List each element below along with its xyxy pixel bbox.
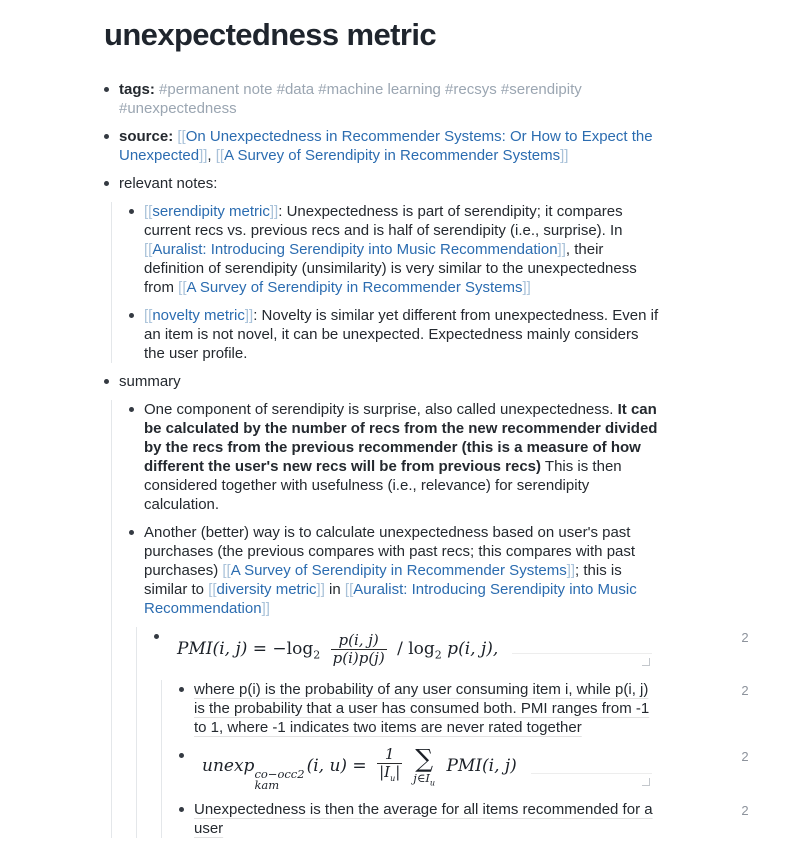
child-nodes: [161, 680, 749, 838]
outline-node-unexpectedness-average: [179, 800, 749, 838]
wiki-link[interactable]: A Survey of Serendipity in Recommender Systems: [186, 279, 523, 296]
note-text[interactable]: [119, 372, 660, 391]
denominator: [377, 763, 402, 787]
math-formula[interactable]: [169, 632, 498, 667]
equation-tail: [498, 627, 660, 671]
wiki-link[interactable]: Auralist: Introducing Serendipity into Music Recommendation: [152, 241, 558, 258]
tail-line: [512, 653, 652, 654]
outline-node-source: [104, 127, 660, 165]
link-bracket: [[: [222, 562, 231, 579]
note-text[interactable]: [119, 174, 660, 193]
note-text[interactable]: [144, 400, 660, 514]
bullet[interactable]: [129, 306, 144, 363]
link-bracket: [[: [215, 147, 225, 164]
reference-count[interactable]: 2: [741, 683, 749, 698]
corner-mark-icon: [642, 778, 650, 786]
equation-tail: [517, 746, 660, 791]
math-formula[interactable]: [194, 746, 517, 791]
denominator: [331, 649, 387, 667]
child-nodes: [111, 202, 660, 363]
link-bracket: ]]: [557, 241, 566, 258]
link-bracket: ]]: [522, 279, 531, 296]
link-bracket: [[: [177, 128, 186, 145]
bold-text: tags:: [119, 81, 160, 98]
body-text: One component of serendipity is surprise, also called unexpectedness.: [144, 401, 618, 418]
outline-node-tags: [104, 80, 660, 118]
log-operator: log: [408, 638, 435, 659]
note-text[interactable]: [144, 202, 660, 297]
wiki-link[interactable]: novelty metric: [152, 307, 245, 324]
bullet[interactable]: [129, 523, 144, 618]
outline-row: [129, 400, 660, 514]
math-block[interactable]: [194, 746, 660, 791]
body-text: ,: [207, 147, 216, 164]
outline-row: [179, 680, 749, 737]
log-base: 2: [313, 647, 321, 661]
link-bracket: ]]: [261, 600, 270, 617]
outline-row: [179, 744, 749, 793]
bullet[interactable]: [104, 127, 119, 165]
math-rhs: PMI(i, j): [441, 756, 517, 777]
outline-row: [104, 80, 660, 118]
outline-row: [104, 127, 660, 165]
fraction: [377, 746, 402, 787]
body-text: summary: [119, 373, 181, 390]
child-nodes: [111, 400, 749, 838]
body-text: relevant notes:: [119, 175, 218, 192]
outline-row: [129, 306, 660, 363]
sum-index: [413, 773, 435, 787]
superscript: co−occ2: [254, 767, 305, 782]
math-args: (i, u) =: [306, 756, 373, 777]
bullet[interactable]: [104, 372, 119, 391]
body-text: Unexpectedness is then the average for all items recommended for a user: [194, 801, 653, 838]
bullet[interactable]: [179, 800, 194, 838]
den-pre: |I: [379, 763, 391, 782]
note-text[interactable]: [194, 680, 660, 737]
bullet[interactable]: [179, 746, 194, 791]
bullet[interactable]: [154, 627, 169, 671]
body-text: , their definition of serendipity (unsimilarity) is very similar to the unexpectedness from: [144, 241, 637, 296]
outline-row: [129, 202, 660, 297]
outline-node-pmi-explanation: [179, 680, 749, 737]
wiki-link[interactable]: On Unexpectedness in Recommender Systems: Or How to Expect the Unexpected: [119, 128, 653, 164]
bold-text: It can be calculated by the number of recs from the new recommender divided by the recs from the previous recommender (this is a measure of how different the user's new recs will be from previous recs): [144, 401, 658, 475]
child-nodes: [136, 627, 749, 838]
wiki-link[interactable]: A Survey of Serendipity in Recommender Systems: [224, 147, 561, 164]
outline-row: [129, 523, 660, 618]
link-bracket: ]]: [316, 581, 325, 598]
reference-count[interactable]: 2: [741, 749, 749, 764]
outline-node-formula-pmi: [154, 627, 749, 838]
divide-slash: /: [391, 638, 409, 659]
function-name: unexp: [202, 756, 255, 777]
body-text: where p(i) is the probability of any user consuming item i, while p(i, j) is the probability that a user has consumed both. PMI ranges from -1 to 1, where -1 indicates two items are never rated together: [194, 681, 650, 736]
link-bracket: [[: [144, 203, 153, 220]
frac-den: p(i)p(j): [332, 648, 385, 667]
outline-row: [104, 174, 660, 193]
body-text: : Novelty is similar yet different from unexpectedness. Even if an item is not novel, it can be unexpected. Expectedness mainly considers the user profile.: [144, 307, 659, 362]
bullet[interactable]: [179, 680, 194, 737]
link-bracket: [[: [344, 581, 354, 598]
body-text: This is then considered together with usefulness (i.e., relevance) for serendipity calculation.: [144, 458, 622, 513]
corner-mark-icon: [642, 658, 650, 666]
outline-row: [179, 800, 749, 838]
bullet[interactable]: [129, 202, 144, 297]
wiki-link[interactable]: Auralist: Introducing Serendipity into Music Recommendation: [144, 581, 637, 617]
page-title[interactable]: unexpectedness metric: [104, 17, 436, 52]
outline-node-relevant-notes: [104, 174, 660, 363]
reference-count[interactable]: 2: [741, 803, 749, 819]
hashtags[interactable]: #permanent note #data #machine learning #recsys #serendipity #unexpectedness: [119, 81, 582, 117]
frac-num: p(i, j): [338, 630, 379, 649]
link-bracket: [[: [208, 581, 217, 598]
bullet[interactable]: [104, 80, 119, 118]
link-bracket: ]]: [560, 147, 569, 164]
math-block[interactable]: [169, 627, 660, 671]
note-text[interactable]: [119, 80, 660, 118]
fraction: [331, 632, 387, 667]
outline-node-summary-surprise: [129, 400, 660, 514]
log-operator: log: [286, 638, 314, 659]
frac-num: 1: [384, 745, 395, 764]
sup-sub-stack: [254, 769, 304, 791]
outline-node-novelty-note: [129, 306, 660, 363]
sigma-symbol: ∑: [415, 744, 434, 773]
note-text[interactable]: [144, 306, 660, 363]
note-text[interactable]: [144, 523, 660, 618]
numerator: [377, 746, 402, 763]
body-text: ; this is similar to: [144, 562, 622, 598]
link-bracket: [[: [144, 307, 153, 324]
outline-node-summary-better-way: [129, 523, 749, 838]
sum-pre: j∈I: [413, 771, 430, 785]
body-text: in: [324, 581, 345, 598]
note-text[interactable]: [194, 800, 660, 838]
outline-node-formula-unexp: [179, 744, 749, 793]
bold-text: source:: [119, 128, 178, 145]
link-bracket: ]]: [199, 147, 208, 164]
log-base: 2: [434, 647, 442, 661]
wiki-link[interactable]: A Survey of Serendipity in Recommender Systems: [230, 562, 567, 579]
outline: [104, 80, 749, 838]
den-post: |: [395, 763, 401, 782]
outline-row: [154, 627, 749, 671]
numerator: [331, 632, 387, 649]
link-bracket: [[: [144, 241, 153, 258]
link-bracket: ]]: [566, 562, 576, 579]
math-rhs: p(i, j),: [441, 638, 499, 659]
subscript: kam: [254, 778, 280, 793]
outline-row: [104, 372, 660, 391]
den-sub: u: [390, 774, 396, 784]
bullet[interactable]: [129, 400, 144, 514]
link-bracket: [[: [178, 279, 187, 296]
body-text: : Unexpectedness is part of serendipity; it compares current recs vs. previous recs and is half of serendipity (i.e., surprise). In: [144, 203, 623, 239]
outline-node-summary: [104, 372, 749, 838]
bullet[interactable]: [104, 174, 119, 193]
note-text[interactable]: [119, 127, 660, 165]
wiki-link[interactable]: diversity metric: [216, 581, 317, 598]
outline-node-serendipity-note: [129, 202, 660, 297]
tail-line: [531, 773, 652, 774]
math-lhs: PMI(i, j) = −: [177, 638, 287, 659]
reference-count[interactable]: 2: [741, 630, 749, 645]
body-text: Another (better) way is to calculate unexpectedness based on user's past purchases (the previous compares with past recs; this compares with past purchases): [144, 524, 636, 579]
link-bracket: ]]: [269, 203, 279, 220]
wiki-link[interactable]: serendipity metric: [152, 203, 270, 220]
summation: [413, 746, 435, 787]
sum-sub: u: [429, 778, 436, 788]
link-bracket: ]]: [244, 307, 254, 324]
